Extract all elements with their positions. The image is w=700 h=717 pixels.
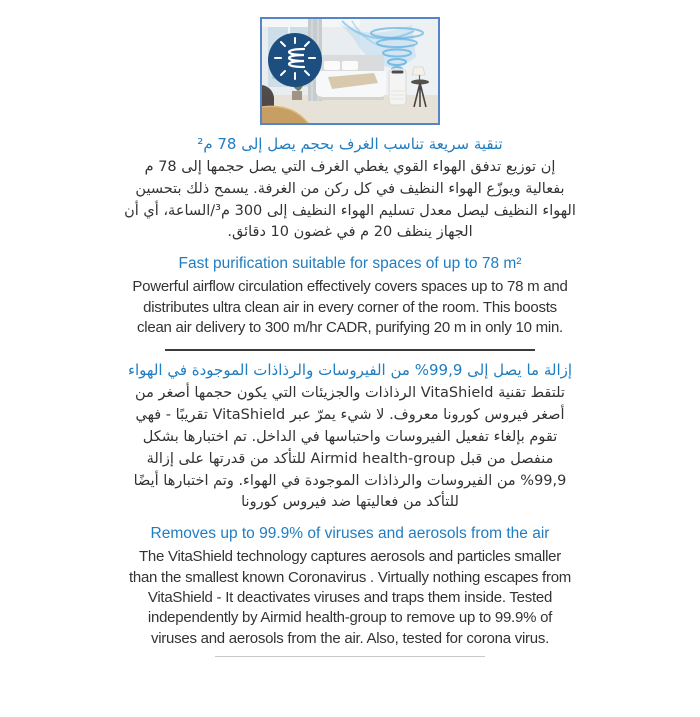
fast-purification-body-en: Powerful airflow circulation effectively covers spaces up to 78 m and distributes ultra clean air in every corner of the room. This boosts clean air delivery to 300 m/hr CADR, purifying 20 m in only 10 min. bbox=[132, 278, 568, 336]
bedroom-photo bbox=[260, 17, 440, 125]
virus-removal-body-en: The VitaShield technology captures aerosols and particles smaller than the smallest known Coronavirus . Virtually nothing escapes from VitaShield - It deactivates viruses and traps them inside. Tested independently by Airmid health-group to remove up to 99.9% of viruses and aerosols from the air. Also, tested for corona virus. bbox=[128, 548, 572, 647]
bottom-divider bbox=[215, 656, 485, 657]
virus-removal-heading-ar: إزالة ما يصل إلى 99,9% من الفيروسات والرذاذات الموجودة في الهواء bbox=[127, 361, 573, 380]
fast-purification-body-ar: إن توزيع تدفق الهواء القوي يغطي الغرف التي يصل حجمها إلى 78 م بفعالية ويوزّع الهواء النظيف في كل ركن من الغرفة. يسمح ذلك بتحسين الهواء النظيف ليصل معدل تسليم الهواء النظيف إلى 300 م³/الساعة، أي أن الجهاز ينظف 20 م في غضون 10 دقائق. bbox=[124, 159, 576, 241]
fast-purification-heading-ar: تنقية سريعة تناسب الغرف بحجم يصل إلى 78 م² bbox=[197, 135, 503, 153]
section-divider bbox=[165, 349, 535, 351]
virus-removal-body-ar: تلتقط تقنية VitaShield الرذاذات والجزيئات التي يكون حجمها أصغر من أصغر فيروس كورونا معروف. لا شيء يمرّ عبر VitaShield تقريبًا - فهي تقوم بإلغاء تفعيل الفيروسات واحتباسها في الداخل. تم اختبارها بشكل منفصل من قبل Airmid health-group للتأكد من قدرتها على إزالة 99,9% من الفيروسات والرذاذات الموجودة في الهواء. وتم اختبارها أيضًا للتأكد من فعاليتها ضد فيروس كورونا bbox=[133, 385, 567, 511]
virus-burst-icon bbox=[267, 32, 323, 88]
product-feature-page bbox=[0, 17, 700, 717]
hero bbox=[260, 17, 440, 125]
feature-badge bbox=[267, 32, 323, 88]
fast-purification-heading-en: Fast purification suitable for spaces of up to 78 m² bbox=[178, 255, 522, 273]
section-fast-purification bbox=[124, 134, 576, 338]
virus-removal-heading-en: Removes up to 99.9% of viruses and aerosols from the air bbox=[150, 525, 550, 543]
section-virus-removal bbox=[124, 360, 576, 649]
